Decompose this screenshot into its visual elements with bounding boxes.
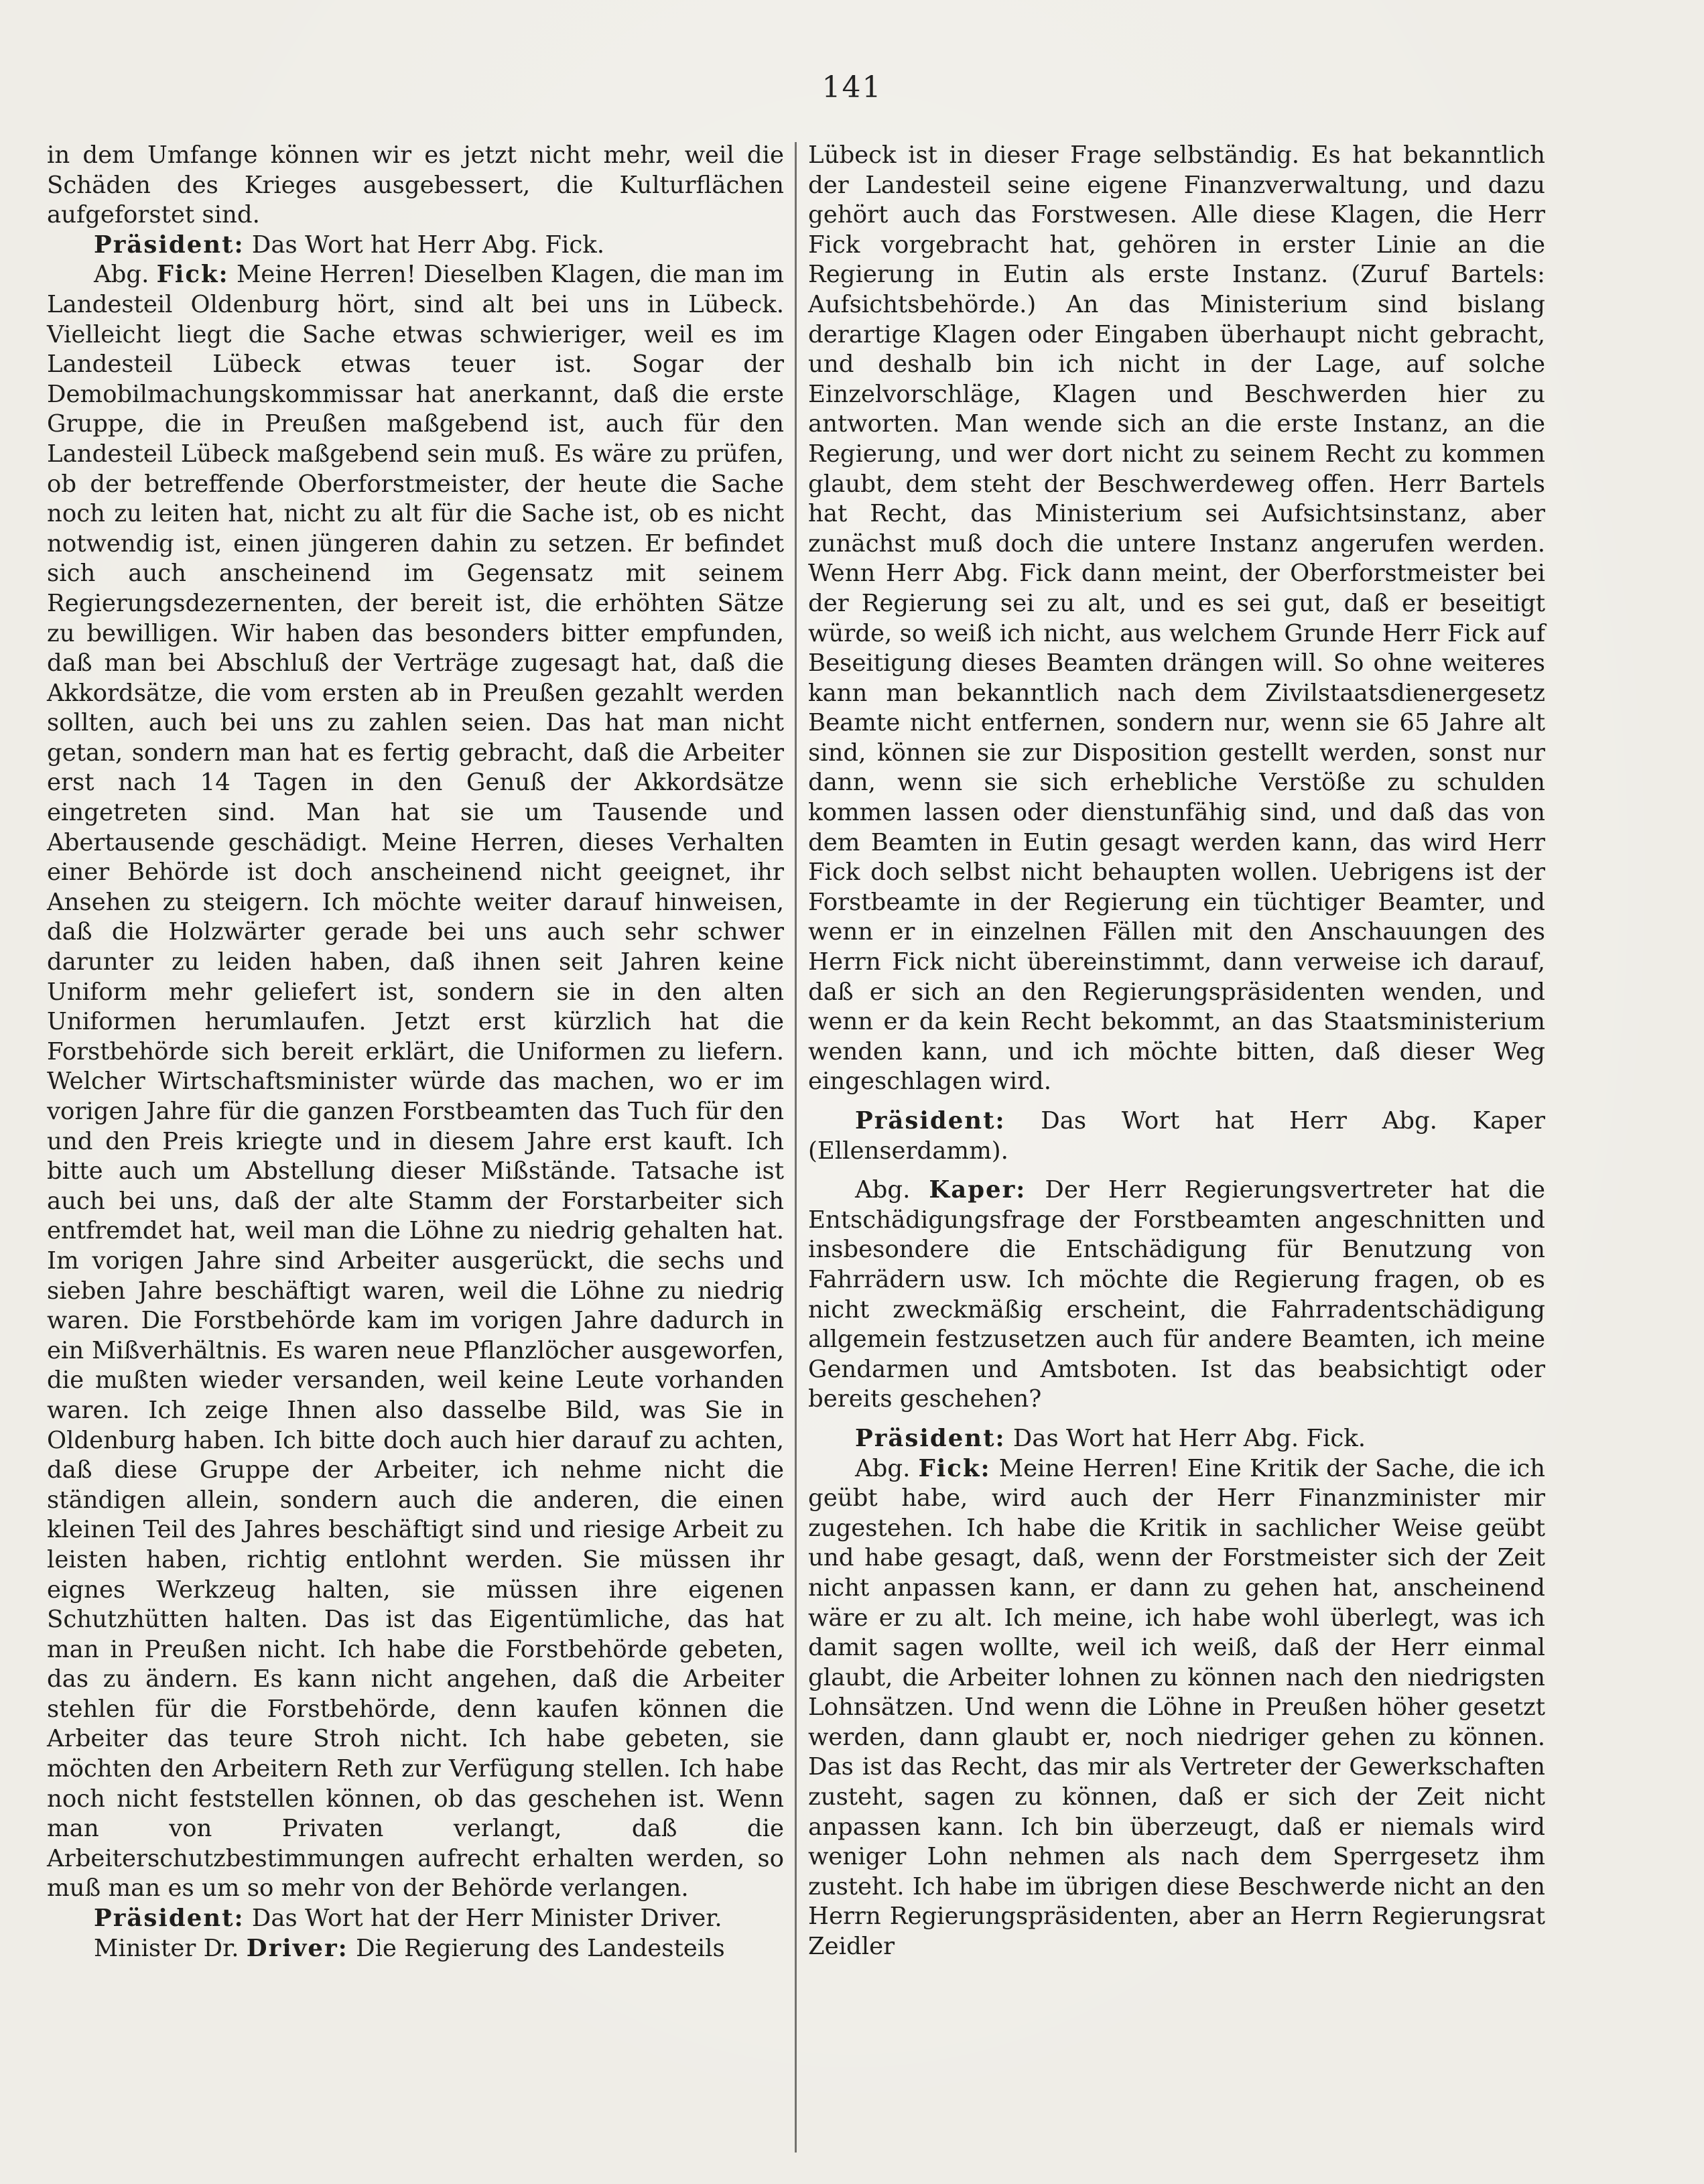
paragraph-fick-speech — [47, 260, 784, 1904]
speaker-label: Driver: — [246, 1934, 348, 1962]
paragraph-text: Das Wort hat Herr Abg. Kaper (Ellenserdamm). — [808, 1107, 1545, 1165]
paragraph-text: Die Regierung des Landesteils — [348, 1934, 725, 1962]
speaker-label: Präsident: — [94, 1905, 245, 1933]
speaker-prefix: Minister Dr. — [94, 1934, 247, 1962]
paragraph: in dem Umfange können wir es jetzt nicht mehr, weil die Schäden des Krieges ausgebessert, die Kulturflächen aufgeforstet sind. — [47, 141, 784, 229]
paragraph-kaper-speech — [808, 1175, 1545, 1415]
paragraph-president-2 — [47, 1904, 784, 1934]
paragraph-fick-reply — [808, 1454, 1545, 1962]
paragraph-text: Meine Herren! Dieselben Klagen, die man im Landesteil Oldenburg hört, sind alt bei uns in Lübeck. Vielleicht liegt die Sache etwas schwieriger, weil es im Landesteil Lübeck etwas teuer ist. Sogar der Demobilmachungskommissar hat anerkannt, daß die erste Gruppe, die in Preußen maßgebend ist, auch für den Landesteil Lübeck maßgebend sein muß. Es wäre zu prüfen, ob der betreffende Oberforstmeister, der heute die Sache noch zu leiten hat, nicht zu alt für die Sache ist, ob es nicht notwendig ist, einen jüngeren dahin zu setzen. Er befindet sich auch anscheinend im Gegensatz mit seinem Regierungsdezernenten, der bereit ist, die erhöhten Sätze zu bewilligen. Wir haben das besonders bitter empfunden, daß man bei Abschluß der Verträge zugesagt hat, daß die Akkordsätze, die vom ersten ab in Preußen gezahlt werden sollten, auch bei uns zu zahlen seien. Das hat man nicht getan, sondern man hat es fertig gebracht, daß die Arbeiter erst nach 14 Tagen in den Genuß der Akkordsätze eingetreten sind. Man hat sie um Tausende und Abertausende geschädigt. Meine Herren, dieses Verhalten einer Behörde ist doch anscheinend nicht geeignet, ihr Ansehen zu steigern. Ich möchte weiter darauf hinweisen, daß die Holzwärter gerade bei uns auch sehr schwer darunter zu leiden haben, daß ihnen seit Jahren keine Uniform mehr geliefert ist, sondern sie in den alten Uniformen herumlaufen. Jetzt erst kürzlich hat die Forstbehörde sich bereit erklärt, die Uniformen zu liefern. Welcher Wirtschaftsminister würde das machen, wo er im vorigen Jahre für die ganzen Forstbeamten das Tuch für den und den Preis kriegte und in diesem Jahre erst kauft. Ich bitte auch um Abstellung dieser Mißstände. Tatsache ist auch bei uns, daß der alte Stamm der Forstarbeiter sich entfremdet hat, weil man die Löhne zu niedrig gehalten hat. Im vorigen Jahre sind Arbeiter ausgerückt, die sechs und sieben Jahre beschäftigt waren, weil die Löhne zu niedrig waren. Die Forstbehörde kam im vorigen Jahre dadurch in ein Mißverhältnis. Es waren neue Pflanzlöcher ausgeworfen, die mußten wieder versanden, weil keine Leute vorhanden waren. Ich zeige Ihnen also dasselbe Bild, was Sie in Oldenburg haben. Ich bitte doch auch hier darauf zu achten, daß diese Gruppe der Arbeiter, ich nehme nicht die ständigen allein, sondern auch die anderen, die einen kleinen Teil des Jahres beschäftigt sind und riesige Arbeit zu leisten haben, richtig entlohnt werden. Sie müssen ihr eignes Werkzeug halten, sie müssen ihre eigenen Schutzhütten halten. Das ist das Eigentümliche, das hat man in Preußen nicht. Ich habe die Forstbehörde gebeten, das zu ändern. Es kann nicht angehen, daß die Arbeiter stehlen für die Forstbehörde, denn kaufen können die Arbeiter das teure Stroh nicht. Ich habe gebeten, sie möchten den Arbeitern Reth zur Verfügung stellen. Ich habe noch nicht feststellen können, ob das geschehen ist. Wenn man von Privaten verlangt, daß die Arbeiterschutzbestimmungen aufrecht erhalten werden, so muß man es um so mehr von der Behörde verlangen. — [47, 261, 785, 1903]
paragraph-driver-continued: Lübeck ist in dieser Frage selbständig. Es hat bekanntlich der Landesteil seine eigene Finanzverwaltung, und dazu gehört auch das Forstwesen. Alle diese Klagen, die Herr Fick vorgebracht hat, gehören in erster Linie an die Regierung in Eutin als erste Instanz. (Zuruf Bartels: Aufsichtsbehörde.) An das Ministerium sind bislang derartige Klagen oder Eingaben überhaupt nicht gebracht, und deshalb bin ich nicht in der Lage, auf solche Einzelvorschläge, Klagen und Beschwerden hier zu antworten. Man wende sich an die erste Instanz, an die Regierung, und wer dort nicht zu seinem Recht zu kommen glaubt, dem steht der Beschwerdeweg offen. Herr Bartels hat Recht, das Ministerium sei Aufsichtsinstanz, aber zunächst muß doch die untere Instanz angerufen werden. Wenn Herr Abg. Fick dann meint, der Oberforstmeister bei der Regierung sei zu alt, und es sei gut, daß er beseitigt würde, so weiß ich nicht, aus welchem Grunde Herr Fick auf Beseitigung dieses Beamten drängen will. So ohne weiteres kann man bekanntlich nach dem Zivilstaatsdienergesetz Beamte nicht entfernen, sondern nur, wenn sie 65 Jahre alt sind, können sie zur Disposition gestellt werden, sonst nur dann, wenn sie sich erhebliche Verstöße zu schulden kommen lassen oder dienstunfähig sind, und daß das von dem Beamten in Eutin gesagt werden kann, das wird Herr Fick doch selbst nicht behaupten wollen. Uebrigens ist der Forstbeamte in der Regierung ein tüchtiger Beamter, und wenn er in einzelnen Fällen mit den Anschauungen des Herrn Fick nicht übereinstimmt, dann verweise ich darauf, daß er sich an den Regierungspräsidenten wenden, und wenn er da kein Recht bekommt, an das Staatsministerium wenden kann, und ich möchte bitten, daß dieser Weg eingeschlagen wird. — [808, 141, 1545, 1096]
column-divider — [795, 142, 797, 2153]
paragraph-president-3 — [808, 1106, 1545, 1166]
left-column — [47, 141, 784, 1964]
speaker-prefix: Abg. — [94, 261, 157, 289]
speaker-label: Präsident: — [855, 1424, 1006, 1452]
speaker-prefix: Abg. — [855, 1176, 929, 1204]
paragraph-president-1 — [47, 231, 784, 261]
paragraph-driver-speech — [47, 1934, 784, 1964]
speaker-label: Fick: — [918, 1454, 991, 1482]
right-column — [808, 141, 1545, 1962]
paragraph-text: Das Wort hat Herr Abg. Fick. — [244, 231, 605, 259]
speaker-prefix: Abg. — [855, 1454, 919, 1482]
paragraph-president-4 — [808, 1424, 1545, 1454]
speaker-label: Präsident: — [94, 231, 245, 259]
paragraph-text: Meine Herren! Eine Kritik der Sache, die ich geübt habe, wird auch der Herr Finanzminister mir zugestehen. Ich habe die Kritik in sachlicher Weise geübt und habe gesagt, daß, wenn der Forstmeister sich der Zeit nicht anpassen kann, er dann zu gehen hat, anscheinend wäre er zu alt. Ich meine, ich habe wohl überlegt, was ich damit sagen wollte, weil ich weiß, daß der Herr einmal glaubt, die Arbeiter lohnen zu können nach den niedrigsten Lohnsätzen. Und wenn die Löhne in Preußen höher gesetzt werden, dann glaubt er, noch niedriger gehen zu können. Das ist das Recht, das mir als Vertreter der Gewerkschaften zusteht, sagen zu können, daß er sich der Zeit nicht anpassen kann. Ich bin überzeugt, daß er niemals wird weniger Lohn nehmen als nach dem Sperrgesetz ihm zusteht. Ich habe im übrigen diese Beschwerde nicht an den Herrn Regierungspräsidenten, aber an Herrn Regierungsrat Zeidler — [808, 1454, 1546, 1961]
paragraph-text: Der Herr Regierungsvertreter hat die Entschädigungsfrage der Forstbeamten angeschnitten und insbesondere die Entschädigung für Benutzung von Fahrrädern usw. Ich möchte die Regierung fragen, ob es nicht zweckmäßig erscheint, die Fahrradentschädigung allgemein festzusetzen auch für andere Beamten, ich meine Gendarmen und Amtsboten. Ist das beabsichtigt oder bereits geschehen? — [808, 1176, 1545, 1413]
page-number: 141 — [822, 70, 882, 105]
paragraph-text: Das Wort hat der Herr Minister Driver. — [244, 1905, 722, 1933]
paragraph-text: Das Wort hat Herr Abg. Fick. — [1005, 1424, 1366, 1452]
speaker-label: Kaper: — [929, 1176, 1027, 1204]
speaker-label: Fick: — [156, 261, 229, 289]
speaker-label: Präsident: — [855, 1107, 1006, 1135]
